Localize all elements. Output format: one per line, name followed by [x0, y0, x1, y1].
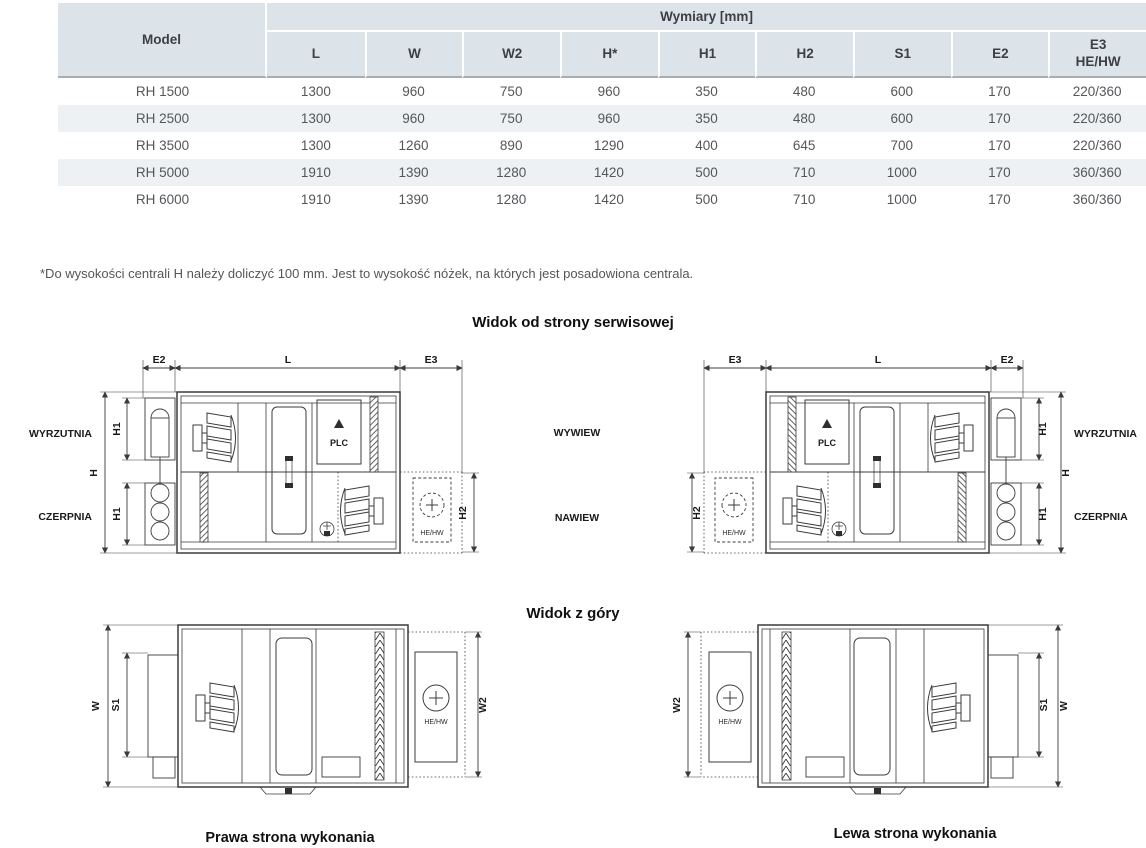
cell: 170: [951, 105, 1049, 132]
dim-label-h1: H1: [111, 422, 123, 436]
label-hehw: HE/HW: [718, 719, 742, 726]
cell: 350: [658, 105, 756, 132]
label-wyrzutnia: WYRZUTNIA: [1074, 428, 1137, 440]
dim-label-e2: E2: [152, 354, 166, 366]
col-header-l: L: [267, 32, 365, 78]
footnote: *Do wysokości centrali H należy doliczyć 100 mm. Jest to wysokość nóżek, na których jest posadowiona centrala.: [40, 266, 694, 281]
cell: 220/360: [1072, 138, 1122, 153]
cell: 600: [853, 105, 951, 132]
dim-label-h2: H2: [457, 506, 469, 520]
col-header-s1: S1: [853, 32, 951, 78]
cell-model: RH 6000: [135, 192, 190, 207]
cell: 960: [365, 105, 463, 132]
cell-model: RH 2500: [58, 105, 267, 132]
cell: 400: [695, 138, 718, 153]
cell: 600: [890, 84, 914, 99]
cell: 1000: [853, 159, 951, 186]
cell: 1390: [365, 159, 463, 186]
dim-label-l: L: [874, 354, 882, 366]
label-plc: PLC: [818, 438, 836, 448]
col-header-h: H*: [560, 32, 658, 78]
table-row: [58, 132, 1146, 159]
cell: 360/360: [1048, 159, 1146, 186]
cell-model: RH 1500: [135, 84, 190, 99]
cell: 700: [890, 138, 914, 153]
cell: 750: [499, 84, 523, 99]
cell: 360/360: [1072, 192, 1122, 207]
cell: 1300: [300, 84, 331, 99]
left-version-caption: Lewa strona wykonania: [833, 826, 997, 842]
cell: 710: [792, 192, 816, 207]
dim-label-e3: E3: [728, 354, 742, 366]
label-hehw: HE/HW: [424, 719, 448, 726]
service-left-unit: [100, 360, 479, 553]
service-view-diagrams: [20, 345, 1146, 565]
cell: 1280: [462, 159, 560, 186]
cell-model: RH 5000: [58, 159, 267, 186]
cell: 1420: [560, 159, 658, 186]
cell: 500: [658, 159, 756, 186]
col-header-h2: H2: [755, 32, 853, 78]
cell: 480: [755, 105, 853, 132]
table-row: [58, 105, 1146, 132]
dim-label-h2: H2: [691, 506, 703, 520]
dim-label-s1: S1: [110, 698, 122, 712]
cell: 170: [951, 159, 1049, 186]
col-header-e3-line2: HE/HW: [1075, 54, 1121, 69]
label-hehw: HE/HW: [420, 530, 444, 537]
col-header-e2: E2: [951, 32, 1049, 78]
col-header-e3-line1: E3: [1089, 37, 1107, 53]
cell: 170: [988, 84, 1011, 99]
cell: 750: [462, 105, 560, 132]
label-czerpnia: CZERPNIA: [1074, 511, 1128, 523]
cell: 220/360: [1048, 105, 1146, 132]
dim-label-w: W: [1058, 701, 1070, 711]
right-version-caption: Prawa strona wykonania: [205, 830, 375, 846]
cell-model: RH 3500: [135, 138, 190, 153]
cell: 170: [988, 138, 1011, 153]
col-header-e3: [1048, 32, 1146, 78]
table-row: [58, 186, 1146, 213]
cell: 1390: [398, 192, 429, 207]
dim-label-w2: W2: [671, 697, 683, 713]
cell: 350: [695, 84, 718, 99]
dim-label-h: H: [88, 469, 100, 477]
table-row: [58, 78, 1146, 105]
cell: 500: [695, 192, 718, 207]
dim-label-h: H: [1060, 469, 1072, 477]
table-row: [58, 159, 1146, 186]
cell: 170: [988, 192, 1011, 207]
cell: 1290: [593, 138, 624, 153]
cell: 1420: [593, 192, 624, 207]
cell: 1260: [398, 138, 429, 153]
cell: 1000: [886, 192, 917, 207]
label-plc: PLC: [330, 438, 348, 448]
cell: 220/360: [1072, 84, 1122, 99]
model-column-header: Model: [58, 3, 267, 78]
col-header-w2: W2: [462, 32, 560, 78]
label-nawiew: NAWIEW: [554, 512, 600, 524]
cell: 710: [755, 159, 853, 186]
cell: 1300: [267, 105, 365, 132]
dimensions-table: [58, 3, 1146, 213]
label-wyrzutnia: WYRZUTNIA: [29, 428, 92, 440]
cell: 1910: [300, 192, 331, 207]
dim-label-h1: H1: [1037, 507, 1049, 521]
cell: 960: [560, 105, 658, 132]
top-left-unit: [103, 625, 482, 794]
label-wywiew: WYWIEW: [553, 427, 601, 439]
service-right-unit: [687, 360, 1066, 553]
cell: 1300: [300, 138, 331, 153]
cell: 645: [792, 138, 816, 153]
top-right-unit: [684, 625, 1063, 794]
top-view-title: Widok z góry: [526, 605, 620, 622]
label-hehw: HE/HW: [722, 530, 746, 537]
label-czerpnia: CZERPNIA: [38, 511, 92, 523]
dim-label-s1: S1: [1038, 698, 1050, 712]
dim-label-l: L: [284, 354, 292, 366]
col-header-w: W: [365, 32, 463, 78]
dim-label-w2: W2: [477, 697, 489, 713]
cell: 960: [597, 84, 621, 99]
dim-label-h1: H1: [111, 507, 123, 521]
dim-label-e3: E3: [424, 354, 438, 366]
cell: 1910: [267, 159, 365, 186]
cell: 480: [792, 84, 816, 99]
col-header-h1: H1: [658, 32, 756, 78]
dim-label-w: W: [90, 701, 102, 711]
cell: 890: [499, 138, 523, 153]
service-view-title: Widok od strony serwisowej: [472, 314, 674, 331]
table-group-header: Wymiary [mm]: [267, 3, 1146, 32]
dim-label-e2: E2: [1000, 354, 1014, 366]
cell: 960: [402, 84, 425, 99]
top-view-diagrams: [20, 612, 1146, 808]
dim-label-h1: H1: [1037, 422, 1049, 436]
cell: 1280: [496, 192, 527, 207]
